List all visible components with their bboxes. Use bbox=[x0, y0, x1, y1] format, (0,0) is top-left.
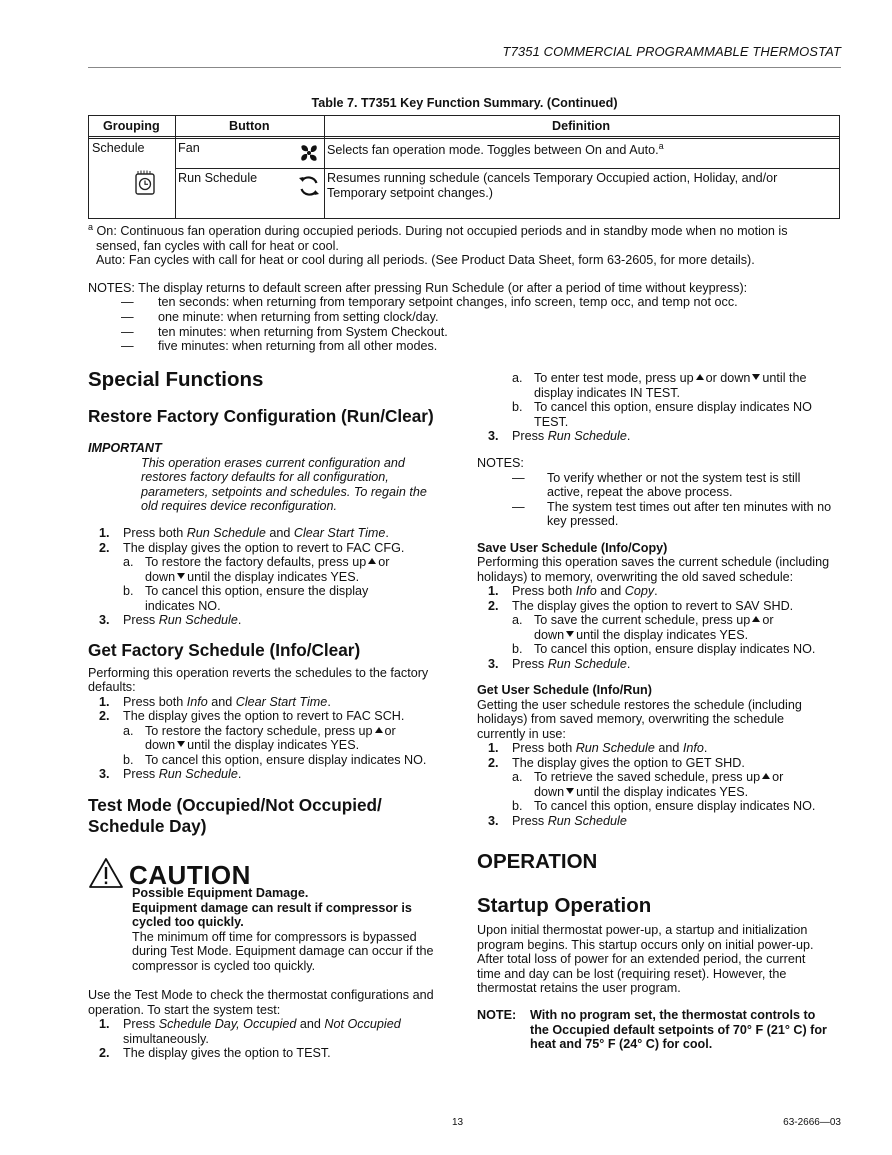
substep-text bbox=[534, 613, 774, 628]
paragraph-line: thermostat retains the user program. bbox=[477, 981, 681, 995]
down-arrow-icon bbox=[566, 788, 574, 794]
down-arrow-icon bbox=[177, 741, 185, 747]
step-text: The display gives the option to revert to SAV SHD. bbox=[512, 599, 794, 613]
subsection-title-test-mode-cont: Schedule Day) bbox=[88, 816, 207, 836]
substep-text-part: or bbox=[378, 555, 390, 569]
step-text-part: . bbox=[626, 657, 631, 671]
heading-save-user-schedule: Save User Schedule (Info/Copy) bbox=[477, 541, 668, 555]
substep-text-part: until the display indicates YES. bbox=[187, 738, 360, 752]
step-text-part: Press bbox=[512, 814, 548, 828]
step-number: 2. bbox=[99, 1046, 110, 1060]
definition-fan-text: Selects fan operation mode. Toggles between On and Auto. bbox=[327, 143, 659, 157]
step-text-part: . bbox=[237, 613, 242, 627]
step-text-part: . bbox=[626, 429, 631, 443]
note-label: NOTE: bbox=[477, 1008, 517, 1022]
notes-item: one minute: when returning from setting clock/day. bbox=[158, 310, 439, 324]
substep-letter: b. bbox=[123, 753, 134, 767]
table-header-row bbox=[89, 116, 839, 139]
paragraph-line: Performing this operation reverts the schedules to the factory bbox=[88, 666, 429, 680]
down-arrow-icon bbox=[177, 573, 185, 579]
caution-line: during Test Mode. Equipment damage can occur if the bbox=[132, 944, 434, 958]
section-title-startup-operation: Startup Operation bbox=[477, 894, 652, 917]
substep-text bbox=[534, 770, 783, 785]
substep-text-part: or bbox=[762, 613, 774, 627]
step-number: 3. bbox=[99, 613, 110, 627]
step-number: 1. bbox=[99, 526, 110, 540]
substep-text-part: down bbox=[145, 570, 176, 584]
circular-arrows-icon bbox=[297, 174, 321, 198]
row-divider bbox=[175, 168, 839, 169]
column-divider bbox=[175, 116, 176, 218]
substep-text-part: To enter test mode, press up bbox=[534, 371, 694, 385]
footnote bbox=[88, 221, 788, 268]
notes-dash: — bbox=[512, 471, 525, 485]
step-number: 1. bbox=[99, 695, 110, 709]
step-text-part: . bbox=[703, 741, 708, 755]
step-text-part: . bbox=[385, 526, 389, 540]
header-rule bbox=[88, 67, 841, 68]
step-text-part: Press both bbox=[512, 584, 576, 598]
notes-dash: — bbox=[121, 339, 134, 353]
fan-icon bbox=[299, 143, 319, 163]
substep-text-part: To retrieve the saved schedule, press up bbox=[534, 770, 761, 784]
step-text-part: . bbox=[327, 695, 331, 709]
step-text-part: Press bbox=[123, 1017, 159, 1031]
up-arrow-icon bbox=[696, 374, 704, 380]
step-text bbox=[512, 741, 707, 756]
step-text-part: . bbox=[237, 767, 242, 781]
substep-text-part: until the display indicates YES. bbox=[576, 785, 749, 799]
step-text-part: Run Schedule bbox=[158, 767, 238, 781]
note-line: heat and 75° F (24° C) for cool. bbox=[530, 1037, 713, 1051]
substep-letter: b. bbox=[512, 400, 523, 414]
substep-text-part: To restore the factory defaults, press up bbox=[145, 555, 367, 569]
substep-text: display indicates IN TEST. bbox=[534, 386, 681, 400]
section-title-operation: OPERATION bbox=[477, 850, 598, 873]
substep-text-part: down bbox=[534, 785, 565, 799]
footnote-mark: a bbox=[88, 221, 94, 232]
notes-item: five minutes: when returning from all other modes. bbox=[158, 339, 438, 353]
paragraph-line: program begins. This startup occurs only on initial power-up. bbox=[477, 938, 814, 952]
header-definition: Definition bbox=[552, 119, 611, 133]
caution-heading: CAUTION bbox=[129, 860, 251, 890]
notes-dash: — bbox=[121, 310, 134, 324]
step-text-part: Press both bbox=[123, 695, 187, 709]
substep-letter: a. bbox=[123, 724, 134, 738]
paragraph-line: operation. To start the system test: bbox=[88, 1003, 281, 1017]
step-number: 2. bbox=[99, 709, 110, 723]
step-text-part: Copy bbox=[624, 584, 655, 598]
substep-text bbox=[534, 628, 748, 643]
important-line: This operation erases current configuration and bbox=[141, 456, 405, 470]
step-text-part: Clear Start Time bbox=[235, 695, 328, 709]
footnote-line-3: Auto: Fan cycles with call for heat or cool during all periods. (See Product Data Sheet, form 63-2605, for more details). bbox=[96, 253, 755, 268]
substep-letter: b. bbox=[123, 584, 134, 598]
important-line: parameters, setpoints and schedules. To regain the bbox=[141, 485, 427, 499]
step-text bbox=[123, 613, 241, 628]
substep-text: TEST. bbox=[534, 415, 569, 429]
step-number: 2. bbox=[99, 541, 110, 555]
substep-text-part: down bbox=[145, 738, 176, 752]
header-button: Button bbox=[229, 119, 270, 133]
substep-text-part: or bbox=[772, 770, 784, 784]
substep-letter: a. bbox=[512, 371, 523, 385]
key-function-table bbox=[88, 115, 840, 219]
step-text-part: Run Schedule bbox=[186, 526, 266, 540]
step-number: 1. bbox=[99, 1017, 110, 1031]
step-number: 2. bbox=[488, 756, 499, 770]
substep-text: indicates NO. bbox=[145, 599, 221, 613]
substep-text-part: until the display indicates YES. bbox=[576, 628, 749, 642]
footnote-line-2: sensed, fan cycles with call for heat or cool. bbox=[96, 238, 339, 253]
paragraph-line: currently in use: bbox=[477, 727, 566, 741]
warning-triangle-icon bbox=[88, 857, 124, 889]
step-text-part: and bbox=[296, 1017, 325, 1031]
grouping-schedule: Schedule bbox=[92, 141, 145, 155]
important-label: IMPORTANT bbox=[88, 441, 162, 455]
step-text-part: Info bbox=[682, 741, 704, 755]
important-line: old requires device reconfiguration. bbox=[141, 499, 338, 513]
substep-letter: a. bbox=[512, 770, 523, 784]
footnote-line-1: On: Continuous fan operation during occupied periods. During not occupied periods and in standby mode when no motion is bbox=[96, 224, 788, 238]
substep-text-part: To restore the factory schedule, press up bbox=[145, 724, 373, 738]
notes-item: ten seconds: when returning from temporary setpoint changes, info screen, temp occ, and temp not occ. bbox=[158, 295, 738, 309]
step-text: The display gives the option to revert to FAC SCH. bbox=[123, 709, 405, 723]
definition-fan bbox=[327, 140, 835, 158]
step-text-part: Run Schedule bbox=[547, 657, 627, 671]
step-text-part: Info bbox=[575, 584, 597, 598]
step-text-part: Press both bbox=[123, 526, 187, 540]
step-text: The display gives the option to TEST. bbox=[123, 1046, 331, 1060]
substep-text bbox=[145, 555, 389, 570]
notes-dash: — bbox=[512, 500, 525, 514]
step-number: 1. bbox=[488, 584, 499, 598]
definition-run-schedule: Resumes running schedule (cancels Temporary Occupied action, Holiday, and/or Temporary setpoint changes.) bbox=[327, 171, 778, 200]
substep-letter: a. bbox=[512, 613, 523, 627]
paragraph-line: Performing this operation saves the current schedule (including bbox=[477, 555, 830, 569]
substep-text: To cancel this option, ensure the display bbox=[145, 584, 369, 598]
paragraph-line: defaults: bbox=[88, 680, 136, 694]
step-text: The display gives the option to revert to FAC CFG. bbox=[123, 541, 405, 555]
step-text-part: Press bbox=[512, 657, 548, 671]
step-number: 3. bbox=[488, 657, 499, 671]
up-arrow-icon bbox=[762, 773, 770, 779]
down-arrow-icon bbox=[566, 631, 574, 637]
notes-dash: — bbox=[121, 295, 134, 309]
step-text-part: Not Occupied bbox=[324, 1017, 401, 1031]
substep-text bbox=[534, 785, 748, 800]
step-text: simultaneously. bbox=[123, 1032, 209, 1046]
step-text bbox=[123, 695, 331, 710]
step-number: 3. bbox=[99, 767, 110, 781]
substep-letter: b. bbox=[512, 642, 523, 656]
step-text bbox=[512, 814, 627, 829]
step-text-part: Run Schedule bbox=[158, 613, 238, 627]
note-line: the Occupied default setpoints of 70° F (21° C) for bbox=[530, 1023, 827, 1037]
paragraph-line: Upon initial thermostat power-up, a startup and initialization bbox=[477, 923, 808, 937]
substep-text bbox=[145, 570, 359, 585]
step-text: The display gives the option to GET SHD. bbox=[512, 756, 745, 770]
substep-text bbox=[145, 738, 359, 753]
up-arrow-icon bbox=[752, 616, 760, 622]
substep-letter: a. bbox=[123, 555, 134, 569]
step-text bbox=[123, 1017, 401, 1032]
step-text bbox=[512, 657, 630, 672]
step-text bbox=[123, 767, 241, 782]
substep-text: To cancel this option, ensure display indicates NO. bbox=[534, 642, 816, 656]
step-text-part: Press both bbox=[512, 741, 576, 755]
caution-line: The minimum off time for compressors is bypassed bbox=[132, 930, 417, 944]
section-title-special-functions: Special Functions bbox=[88, 368, 264, 391]
substep-letter: b. bbox=[512, 799, 523, 813]
substep-text: To cancel this option, ensure display indicates NO. bbox=[534, 799, 816, 813]
step-text bbox=[512, 584, 658, 599]
caution-bold-line: Equipment damage can result if compressor is bbox=[132, 901, 412, 915]
notes-line: active, repeat the above process. bbox=[547, 485, 733, 499]
header-grouping: Grouping bbox=[103, 119, 160, 133]
step-text-part: Info bbox=[186, 695, 208, 709]
caution-bold-line: Possible Equipment Damage. bbox=[132, 886, 309, 900]
paragraph-line: holidays) to memory, overwriting the old saved schedule: bbox=[477, 570, 794, 584]
button-fan-label: Fan bbox=[178, 141, 200, 155]
notes-dash: — bbox=[121, 325, 134, 339]
step-text bbox=[512, 429, 630, 444]
paragraph-line: Use the Test Mode to check the thermostat configurations and bbox=[88, 988, 434, 1002]
up-arrow-icon bbox=[375, 727, 383, 733]
footnote-ref: a bbox=[658, 140, 664, 151]
paragraph-line: After total loss of power for an extended period, the current bbox=[477, 952, 806, 966]
document-header-title: T7351 COMMERCIAL PROGRAMMABLE THERMOSTAT bbox=[502, 44, 841, 59]
step-number: 2. bbox=[488, 599, 499, 613]
substep-text bbox=[534, 371, 807, 386]
step-text-part: Press bbox=[512, 429, 548, 443]
notes-line: To verify whether or not the system test is still bbox=[547, 471, 801, 485]
step-text-part: and bbox=[265, 526, 294, 540]
substep-text bbox=[145, 724, 396, 739]
step-text-part: Schedule Day, Occupied bbox=[158, 1017, 297, 1031]
subsection-title-test-mode: Test Mode (Occupied/Not Occupied/ bbox=[88, 795, 382, 815]
step-text-part: and bbox=[654, 741, 683, 755]
button-run-schedule-label: Run Schedule bbox=[178, 171, 258, 185]
step-text bbox=[123, 526, 389, 541]
subsection-title-restore-factory: Restore Factory Configuration (Run/Clear) bbox=[88, 406, 434, 426]
table-caption: Table 7. T7351 Key Function Summary. (Continued) bbox=[311, 96, 618, 110]
step-text-part: Press bbox=[123, 767, 159, 781]
up-arrow-icon bbox=[368, 558, 376, 564]
notes-line: The system test times out after ten minutes with no bbox=[547, 500, 832, 514]
paragraph-line: time and day can be lost (requiring reset). However, the bbox=[477, 967, 787, 981]
note-line: With no program set, the thermostat controls to bbox=[530, 1008, 816, 1022]
substep-text-part: or bbox=[384, 724, 396, 738]
substep-text: To cancel this option, ensure display indicates NO. bbox=[145, 753, 427, 767]
step-text-part: Press bbox=[123, 613, 159, 627]
substep-text-part: To save the current schedule, press up bbox=[534, 613, 751, 627]
paragraph-line: holidays) from saved memory, overwriting the schedule bbox=[477, 712, 785, 726]
caution-bold-line: cycled too quickly. bbox=[132, 915, 244, 929]
notes-item: ten minutes: when returning from System Checkout. bbox=[158, 325, 448, 339]
subsection-title-get-factory: Get Factory Schedule (Info/Clear) bbox=[88, 640, 361, 660]
step-text-part: Run Schedule bbox=[547, 814, 627, 828]
important-line: restores factory defaults for all configuration, bbox=[141, 470, 389, 484]
notes-line: key pressed. bbox=[547, 514, 619, 528]
caution-line: compressor is cycled too quickly. bbox=[132, 959, 316, 973]
step-number: 1. bbox=[488, 741, 499, 755]
step-number: 3. bbox=[488, 814, 499, 828]
substep-text-part: or down bbox=[705, 371, 751, 385]
page-number: 13 bbox=[452, 1117, 464, 1128]
step-number: 3. bbox=[488, 429, 499, 443]
step-text-part: and bbox=[207, 695, 236, 709]
step-text-part: . bbox=[654, 584, 658, 598]
notes-label: NOTES: bbox=[477, 456, 524, 470]
step-text-part: Run Schedule bbox=[547, 429, 627, 443]
paragraph-line: Getting the user schedule restores the schedule (including bbox=[477, 698, 802, 712]
step-text-part: Clear Start Time bbox=[293, 526, 386, 540]
down-arrow-icon bbox=[752, 374, 760, 380]
step-text-part: and bbox=[596, 584, 625, 598]
substep-text: To cancel this option, ensure display indicates NO bbox=[534, 400, 812, 414]
substep-text-part: until the bbox=[762, 371, 807, 385]
substep-text-part: down bbox=[534, 628, 565, 642]
document-number: 63-2666—03 bbox=[783, 1117, 841, 1128]
column-divider bbox=[324, 116, 325, 218]
step-text-part: Run Schedule bbox=[575, 741, 655, 755]
notes-intro: NOTES: The display returns to default screen after pressing Run Schedule (or after a period of time without keypress): bbox=[88, 281, 748, 295]
substep-text-part: until the display indicates YES. bbox=[187, 570, 360, 584]
heading-get-user-schedule: Get User Schedule (Info/Run) bbox=[477, 683, 652, 697]
schedule-calendar-icon bbox=[134, 168, 156, 196]
